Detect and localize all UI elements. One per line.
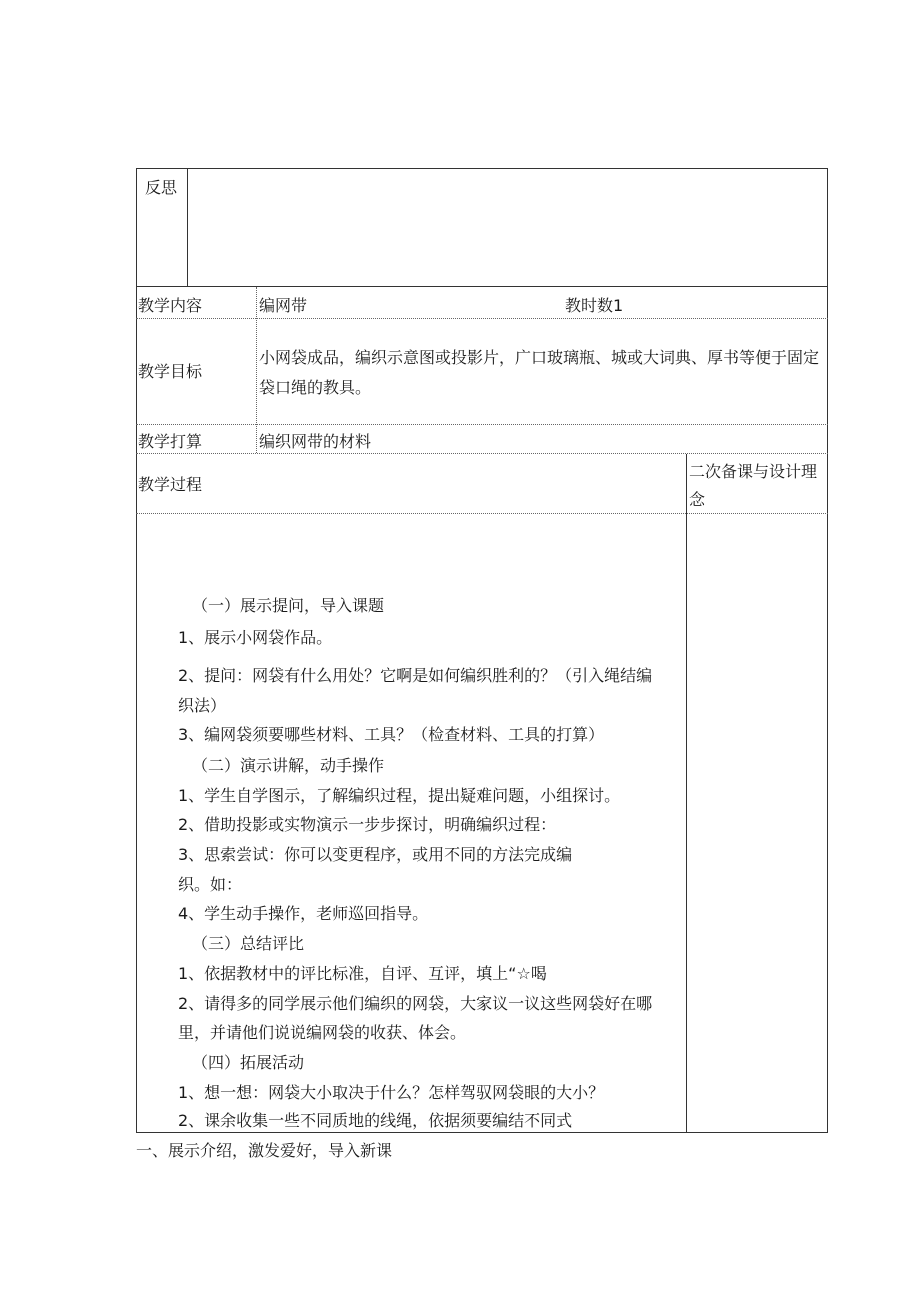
process-line: 3、思索尝试：你可以变更程序，或用不同的方法完成编 — [178, 845, 573, 864]
hours-label: 教时数1 — [565, 296, 624, 315]
row-divider-2 — [136, 318, 828, 319]
process-line: 2、借助投影或实物演示一步步探讨，明确编织过程： — [178, 815, 557, 834]
process-label: 教学过程 — [138, 475, 203, 494]
process-line: 3、编网袋须要哪些材料、工具？（检查材料、工具的打算） — [178, 725, 605, 744]
footer-text: 一、展示介绍，激发爱好，导入新课 — [136, 1141, 393, 1160]
row-divider-3 — [136, 424, 828, 425]
process-line: 1、想一想：网袋大小取决于什么？怎样驾驭网袋眼的大小？ — [178, 1083, 605, 1102]
prep-label: 教学打算 — [138, 432, 203, 451]
process-line: 1、依据教材中的评比标准，自评、互评，填上“☆喝 — [178, 964, 547, 983]
lesson-table — [136, 168, 828, 1133]
goal-label: 教学目标 — [138, 362, 203, 381]
content-label: 教学内容 — [138, 296, 203, 315]
process-line: 织。如： — [178, 875, 243, 894]
row-divider-4 — [136, 453, 828, 454]
process-line: 4、学生动手操作，老师巡回指导。 — [178, 904, 429, 923]
process-line: （二）演示讲解，动手操作 — [192, 756, 385, 775]
goal-text: 小网袋成品，编织示意图或投影片，广口玻璃瓶、城或大词典、厚书等便于固定袋口绳的教具。 — [259, 348, 820, 397]
process-line: 2、提问：网袋有什么用处？它啊是如何编织胜利的？（引入绳结编 — [178, 666, 653, 685]
reflection-label: 反思 — [145, 178, 178, 197]
prep-value: 编织网带的材料 — [259, 432, 372, 451]
process-line: 里，并请他们说说编网袋的收获、体会。 — [178, 1023, 467, 1042]
process-line: 2、请得多的同学展示他们编织的网袋，大家议一议这些网袋好在哪 — [178, 994, 653, 1013]
process-line: 2、课余收集一些不同质地的线绳，依据须要编结不同式 — [178, 1111, 573, 1130]
process-line: 1、学生自学图示，了解编织过程，提出疑难问题，小组探讨。 — [178, 786, 621, 805]
process-line: （一）展示提问，导入课题 — [192, 596, 385, 615]
process-line: （四）拓展活动 — [192, 1053, 305, 1072]
second-prep-label: 二次备课与设计理念 — [689, 462, 818, 509]
content-value: 编网带 — [259, 296, 308, 315]
col-divider-second-prep — [686, 454, 687, 1133]
col-divider-content — [256, 287, 257, 453]
process-line: 织法） — [178, 696, 227, 715]
process-line: 1、展示小网袋作品。 — [178, 628, 333, 647]
reflection-divider — [187, 168, 188, 286]
process-line: （三）总结评比 — [192, 934, 305, 953]
row-divider-1 — [136, 286, 828, 287]
